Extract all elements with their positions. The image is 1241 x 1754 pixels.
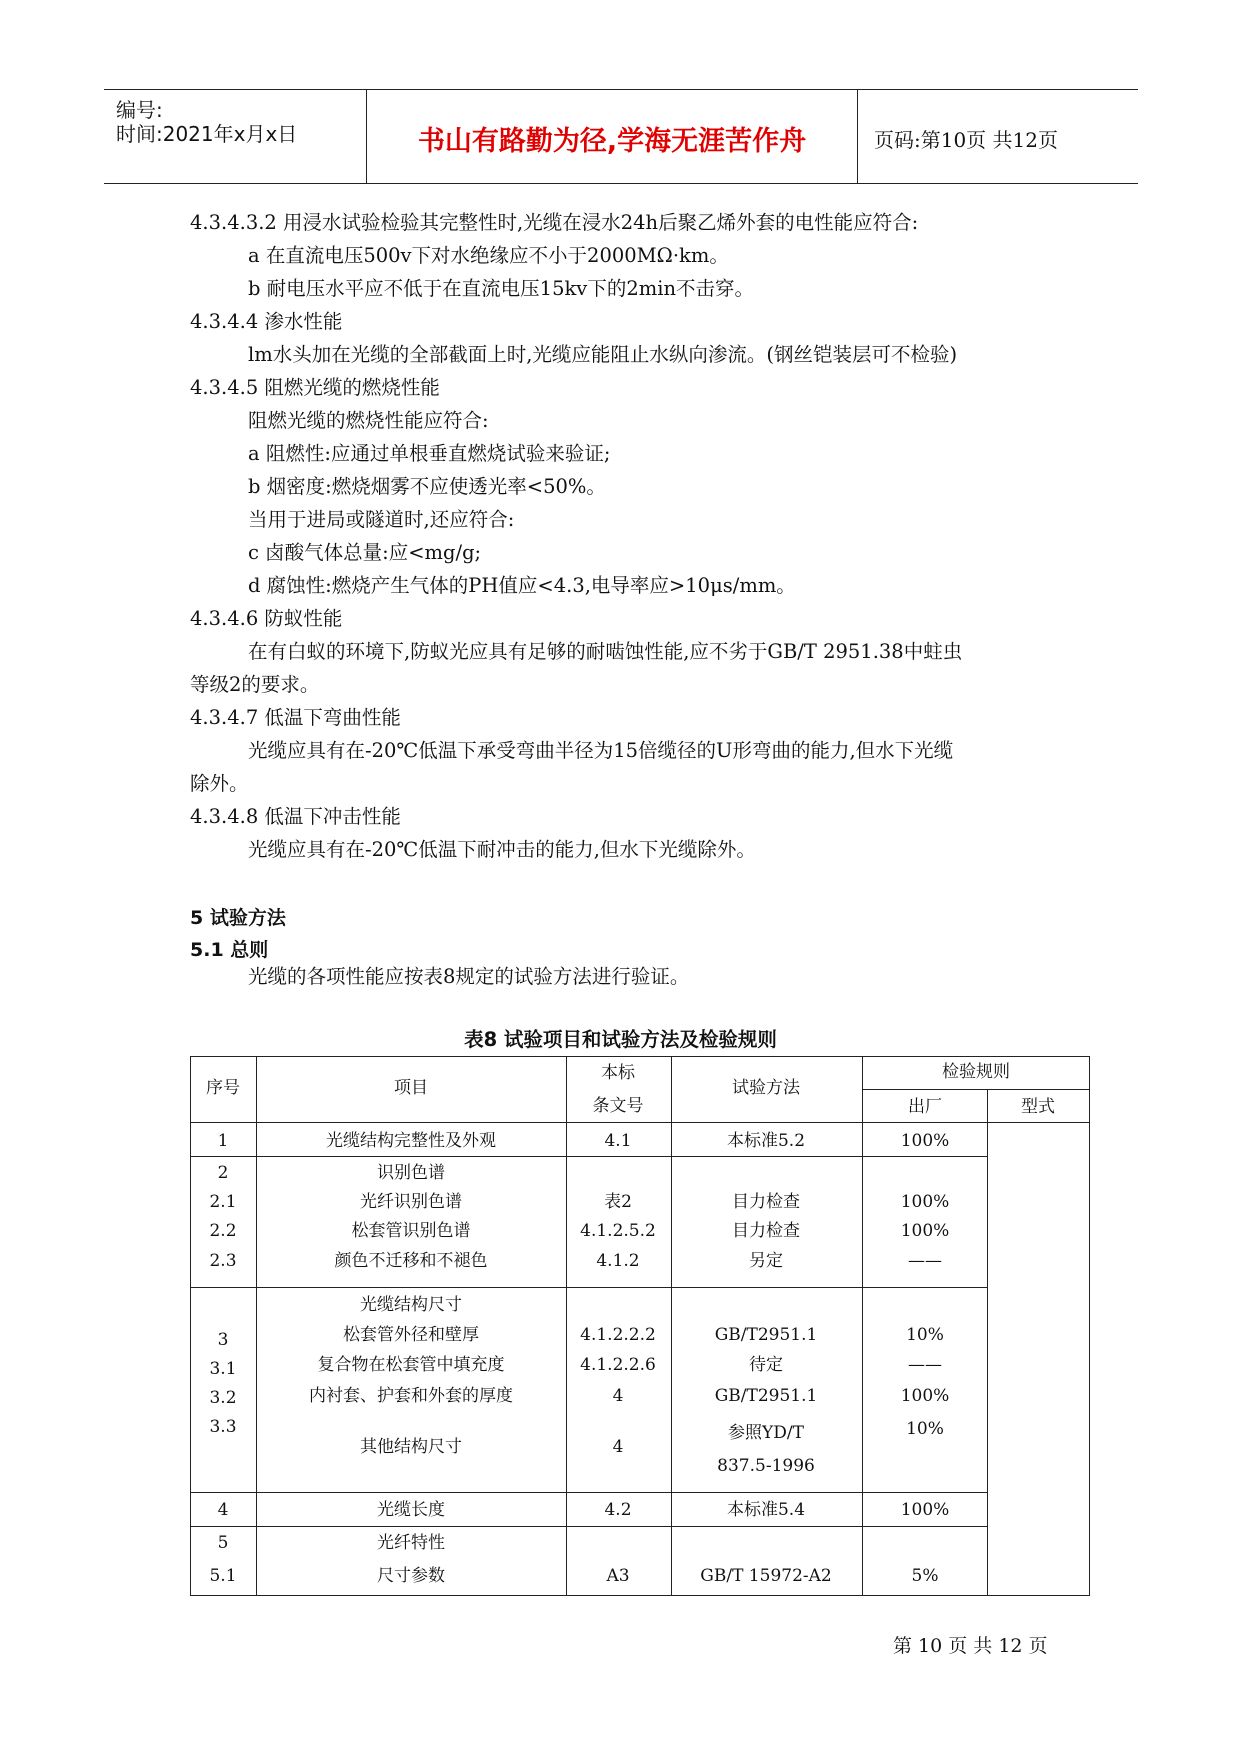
table-cell-seq: 3.3: [209, 1417, 237, 1437]
table-cell-seq: 5.1: [209, 1566, 237, 1586]
table-cell-seq: 5: [217, 1533, 229, 1553]
table-border-left: [190, 1056, 191, 1596]
header-motto-cell: [367, 90, 858, 183]
table-column-divider: [256, 1056, 257, 1596]
table-cell-seq: 2.1: [209, 1192, 237, 1212]
list-item-flame-b: b 烟密度:燃烧烟雾不应使透光率<50%。: [248, 475, 606, 498]
table-cell-clause: 4.1.2: [596, 1251, 640, 1271]
table-cell-factory: ——: [908, 1251, 942, 1271]
table-cell-clause: 4.1.2.2.2: [580, 1325, 656, 1345]
table-cell-method: 另定: [749, 1251, 783, 1271]
list-item-flame-c: c 卤酸气体总量:应<mg/g;: [248, 541, 482, 564]
document-time-label: 时间:2021年x月x日: [116, 122, 298, 146]
section-heading-4-3-4-4: 4.3.4.4 渗水性能: [190, 310, 343, 333]
table-column-divider: [671, 1056, 672, 1596]
section-heading-4-3-4-7: 4.3.4.7 低温下弯曲性能: [190, 706, 401, 729]
paragraph-bending-line1: 光缆应具有在-20℃低温下承受弯曲半径为15倍缆径的U形弯曲的能力,但水下光缆: [248, 739, 954, 762]
table-cell-method: 目力检查: [732, 1221, 800, 1241]
table-cell-factory: 10%: [906, 1325, 944, 1345]
header-seq: 序号: [206, 1078, 240, 1098]
table-border-top: [190, 1056, 1090, 1057]
table-cell-item: 光纤识别色谱: [360, 1192, 462, 1212]
table-row-divider: [862, 1089, 1090, 1090]
table-cell-method: 目力检查: [732, 1192, 800, 1212]
paragraph-bending-line2: 除外。: [190, 772, 249, 795]
table-cell-factory: 100%: [900, 1131, 950, 1151]
table-cell-item: 光缆结构完整性及外观: [326, 1131, 496, 1151]
section-heading-5-1: 5.1 总则: [190, 939, 269, 961]
table-cell-item: 其他结构尺寸: [360, 1437, 462, 1457]
list-item-a: a 在直流电压500v下对水绝缘应不小于2000MΩ·km。: [248, 244, 729, 267]
header-clause-line1: 本标: [601, 1063, 635, 1083]
header-info-cell: [104, 90, 367, 183]
table-cell-item: 光缆结构尺寸: [360, 1295, 462, 1315]
table-row-divider: [190, 1122, 1090, 1123]
table-cell-seq: 3: [217, 1330, 229, 1350]
table-cell-seq: 2.3: [209, 1251, 237, 1271]
table-cell-seq: 2: [217, 1163, 229, 1183]
table-cell-factory: 10%: [906, 1419, 944, 1439]
table-cell-method: 参照YD/T 837.5-1996: [717, 1423, 815, 1476]
header-item: 项目: [394, 1078, 428, 1098]
table-cell-clause: 表2: [604, 1192, 632, 1212]
section-heading-4-3-4-6: 4.3.4.6 防蚁性能: [190, 607, 343, 630]
table-cell-item: 内衬套、护套和外套的厚度: [309, 1386, 513, 1406]
table-cell-clause: A3: [606, 1566, 630, 1586]
table-cell-clause: 4.1.2.5.2: [580, 1221, 656, 1241]
header-type: 型式: [1021, 1097, 1055, 1117]
paragraph-flame-intro: 阻燃光缆的燃烧性能应符合:: [248, 409, 489, 432]
paragraph-general: 光缆的各项性能应按表8规定的试验方法进行验证。: [248, 965, 690, 988]
table-row-divider: [190, 1287, 988, 1288]
table-column-divider: [566, 1056, 567, 1596]
header-page-number: 页码:第10页 共12页: [874, 128, 1058, 152]
header-factory: 出厂: [908, 1097, 942, 1117]
table-cell-item: 识别色谱: [377, 1163, 445, 1183]
table-cell-factory: 100%: [900, 1386, 950, 1406]
table-cell-clause: 4.2: [604, 1500, 632, 1520]
table-row-divider: [190, 1526, 988, 1527]
table-cell-factory: 5%: [911, 1566, 939, 1586]
table-cell-item: 光缆长度: [377, 1500, 445, 1520]
table-cell-seq: 2.2: [209, 1221, 237, 1241]
table-cell-factory: 100%: [900, 1192, 950, 1212]
table-cell-clause: 4.1: [604, 1131, 632, 1151]
page-header: [104, 89, 1138, 184]
table-cell-seq: 1: [217, 1131, 229, 1151]
table-cell-method: 待定: [749, 1355, 783, 1375]
paragraph-impact: 光缆应具有在-20℃低温下耐冲击的能力,但水下光缆除外。: [248, 838, 756, 861]
section-heading-4-3-4-5: 4.3.4.5 阻燃光缆的燃烧性能: [190, 376, 440, 399]
table-cell-seq: 3.1: [209, 1359, 237, 1379]
section-heading-5: 5 试验方法: [190, 907, 286, 929]
clause-4-3-4-3-2: 4.3.4.3.2 用浸水试验检验其完整性时,光缆在浸水24h后聚乙烯外套的电性能应符合:: [190, 211, 919, 234]
document-code-label: 编号:: [116, 98, 163, 122]
table-cell-method: 本标准5.2: [726, 1131, 806, 1151]
table-cell-factory: 100%: [900, 1500, 950, 1520]
table-border-bottom: [190, 1595, 1090, 1596]
table-cell-item: 颜色不迁移和不褪色: [334, 1251, 488, 1271]
table-cell-method: GB/T 15972-A2: [700, 1566, 832, 1586]
table-cell-seq: 3.2: [209, 1388, 237, 1408]
list-item-flame-a: a 阻燃性:应通过单根垂直燃烧试验来验证;: [248, 442, 611, 465]
header-method: 试验方法: [732, 1078, 800, 1098]
table-cell-method: GB/T2951.1: [714, 1386, 818, 1406]
table-cell-item: 光纤特性: [377, 1533, 445, 1553]
page-footer-number: 第 10 页 共 12 页: [893, 1635, 1048, 1657]
table-caption: 表8 试验项目和试验方法及检验规则: [464, 1028, 777, 1051]
list-item-flame-d: d 腐蚀性:燃烧产生气体的PH值应<4.3,电导率应>10μs/mm。: [248, 574, 796, 597]
header-clause-line2: 条文号: [592, 1096, 644, 1116]
paragraph-termite-line2: 等级2的要求。: [190, 673, 320, 696]
paragraph-termite-line1: 在有白蚁的环境下,防蚁光应具有足够的耐啮蚀性能,应不劣于GB/T 2951.38中蛀虫: [248, 640, 963, 663]
table-cell-item: 尺寸参数: [377, 1566, 445, 1586]
table-cell-factory: 100%: [900, 1221, 950, 1241]
header-motto: 书山有路勤为径,学海无涯苦作舟: [417, 126, 807, 157]
header-page-cell: [858, 90, 1138, 183]
test-items-table: [190, 1056, 1090, 1596]
table-cell-item: 松套管外径和壁厚: [343, 1325, 479, 1345]
table-cell-item: 复合物在松套管中填充度: [317, 1355, 505, 1375]
header-rules: 检验规则: [942, 1062, 1010, 1082]
table-cell-factory: ——: [908, 1355, 942, 1375]
table-cell-clause: 4: [612, 1386, 624, 1406]
table-cell-clause: 4: [612, 1437, 624, 1457]
table-cell-seq: 4: [217, 1500, 229, 1520]
table-column-divider: [862, 1056, 863, 1596]
section-heading-4-3-4-8: 4.3.4.8 低温下冲击性能: [190, 805, 401, 828]
paragraph-tunnel-condition: 当用于进局或隧道时,还应符合:: [248, 508, 515, 531]
table-row-divider: [190, 1156, 988, 1157]
table-cell-clause: 4.1.2.2.6: [580, 1355, 656, 1375]
table-cell-method: 本标准5.4: [726, 1500, 806, 1520]
table-column-divider: [987, 1089, 988, 1596]
table-border-right: [1089, 1056, 1090, 1596]
table-row-divider: [190, 1492, 988, 1493]
table-cell-method: GB/T2951.1: [714, 1325, 818, 1345]
list-item-b: b 耐电压水平应不低于在直流电压15kv下的2min不击穿。: [248, 277, 755, 300]
table-cell-item: 松套管识别色谱: [351, 1221, 471, 1241]
paragraph-water-penetration: lm水头加在光缆的全部截面上时,光缆应能阻止水纵向渗流。(钢丝铠装层可不检验): [248, 343, 958, 366]
